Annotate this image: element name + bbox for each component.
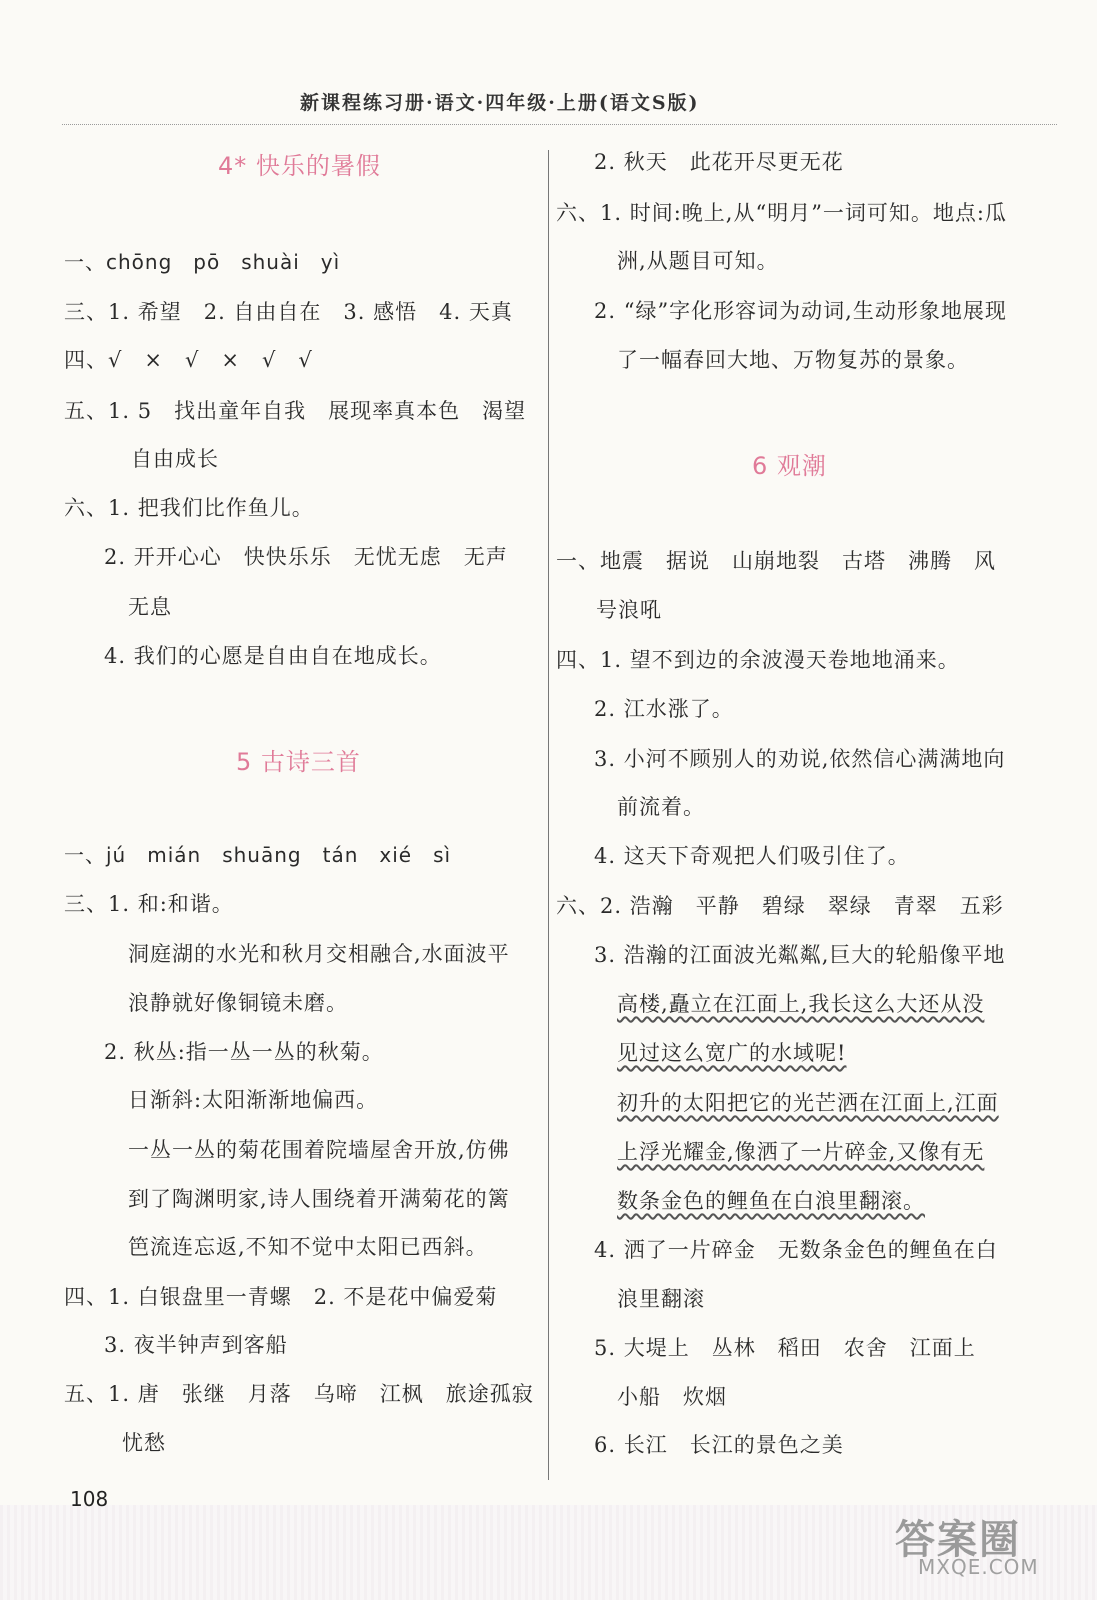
underlined-sentence: 高楼,矗立在江面上,我长这么大还从没 (617, 992, 985, 1016)
answer-line: 浪里翻滚 (617, 1287, 705, 1311)
answer-line: 忧愁 (122, 1431, 166, 1455)
answer-line: 日渐斜:太阳渐渐地偏西。 (128, 1088, 379, 1112)
answer-line: 一丛一丛的菊花围着院墙屋舍开放,仿佛 (128, 1138, 510, 1162)
watermark-logo: 答案圈 (895, 1517, 1021, 1563)
underlined-sentence: 上浮光耀金,像洒了一片碎金,又像有无 (617, 1140, 985, 1164)
answer-line: 洲,从题目可知。 (617, 249, 779, 273)
answer-line: 号浪吼 (596, 598, 662, 622)
answer-line: 四、√ × √ × √ √ (64, 348, 313, 372)
answer-line: 4. 洒了一片碎金 无数条金色的鲤鱼在白 (594, 1238, 998, 1262)
answer-line: 一、jú mián shuāng tán xié sì (64, 843, 452, 867)
answer-line: 一、chōng pō shuài yì (64, 250, 341, 274)
answer-line: 四、1. 白银盘里一青螺 2. 不是花中偏爱菊 (64, 1285, 498, 1309)
answer-line: 一、地震 据说 山崩地裂 古塔 沸腾 风 (556, 549, 996, 573)
section-title-6: 6 观潮 (752, 452, 827, 480)
answer-line: 六、1. 把我们比作鱼儿。 (64, 496, 314, 520)
column-divider (548, 150, 549, 1480)
answer-line: 无息 (128, 595, 172, 619)
underlined-sentence: 初升的太阳把它的光芒洒在江面上,江面 (617, 1091, 999, 1115)
underlined-sentence: 见过这么宽广的水域呢! (617, 1041, 847, 1065)
section-title-5: 5 古诗三首 (236, 748, 361, 776)
header-rule (62, 124, 1057, 125)
answer-line: 4. 这天下奇观把人们吸引住了。 (594, 844, 910, 868)
answer-line: 2. 江水涨了。 (594, 697, 734, 721)
answer-line: 五、1. 唐 张继 月落 乌啼 江枫 旅途孤寂 (64, 1382, 534, 1406)
answer-line: 洞庭湖的水光和秋月交相融合,水面波平 (128, 942, 510, 966)
answer-line: 笆流连忘返,不知不觉中太阳已西斜。 (128, 1235, 488, 1259)
page-number: 108 (70, 1487, 109, 1511)
watermark-url: MXQE.COM (918, 1555, 1039, 1579)
section-title-4: 4* 快乐的暑假 (218, 152, 381, 180)
answer-line: 小船 炊烟 (617, 1385, 727, 1409)
answer-line: 4. 我们的心愿是自由自在地成长。 (104, 644, 442, 668)
answer-line: 3. 浩瀚的江面波光粼粼,巨大的轮船像平地 (594, 943, 1006, 967)
answer-line: 2. 秋天 此花开尽更无花 (594, 150, 844, 174)
underlined-sentence: 数条金色的鲤鱼在白浪里翻滚。 (617, 1189, 925, 1213)
running-header: 新课程练习册·语文·四年级·上册(语文S版) (300, 92, 700, 114)
answer-line: 3. 小河不顾别人的劝说,依然信心满满地向 (594, 747, 1006, 771)
answer-line: 三、1. 希望 2. 自由自在 3. 感悟 4. 天真 (64, 300, 513, 324)
answer-line: 五、1. 5 找出童年自我 展现率真本色 渴望 (64, 399, 527, 423)
answer-line: 前流着。 (617, 795, 705, 819)
answer-line: 到了陶渊明家,诗人围绕着开满菊花的篱 (128, 1187, 510, 1211)
answer-line: 四、1. 望不到边的余波漫天卷地地涌来。 (556, 648, 960, 672)
answer-line: 5. 大堤上 丛林 稻田 农舍 江面上 (594, 1336, 976, 1360)
answer-line: 浪静就好像铜镜未磨。 (128, 991, 348, 1015)
answer-line: 2. “绿”字化形容词为动词,生动形象地展现 (594, 299, 1007, 323)
answer-line: 2. 秋丛:指一丛一丛的秋菊。 (104, 1040, 384, 1064)
answer-line: 六、1. 时间:晚上,从“明月”一词可知。地点:瓜 (556, 201, 1008, 225)
answer-line: 六、2. 浩瀚 平静 碧绿 翠绿 青翠 五彩 (556, 894, 1004, 918)
answer-line: 自由成长 (131, 447, 219, 471)
answer-line: 3. 夜半钟声到客船 (104, 1333, 288, 1357)
answer-line: 三、1. 和:和谐。 (64, 892, 234, 916)
answer-line: 了一幅春回大地、万物复苏的景象。 (617, 348, 969, 372)
answer-line: 6. 长江 长江的景色之美 (594, 1433, 844, 1457)
answer-line: 2. 开开心心 快快乐乐 无忧无虑 无声 (104, 545, 508, 569)
